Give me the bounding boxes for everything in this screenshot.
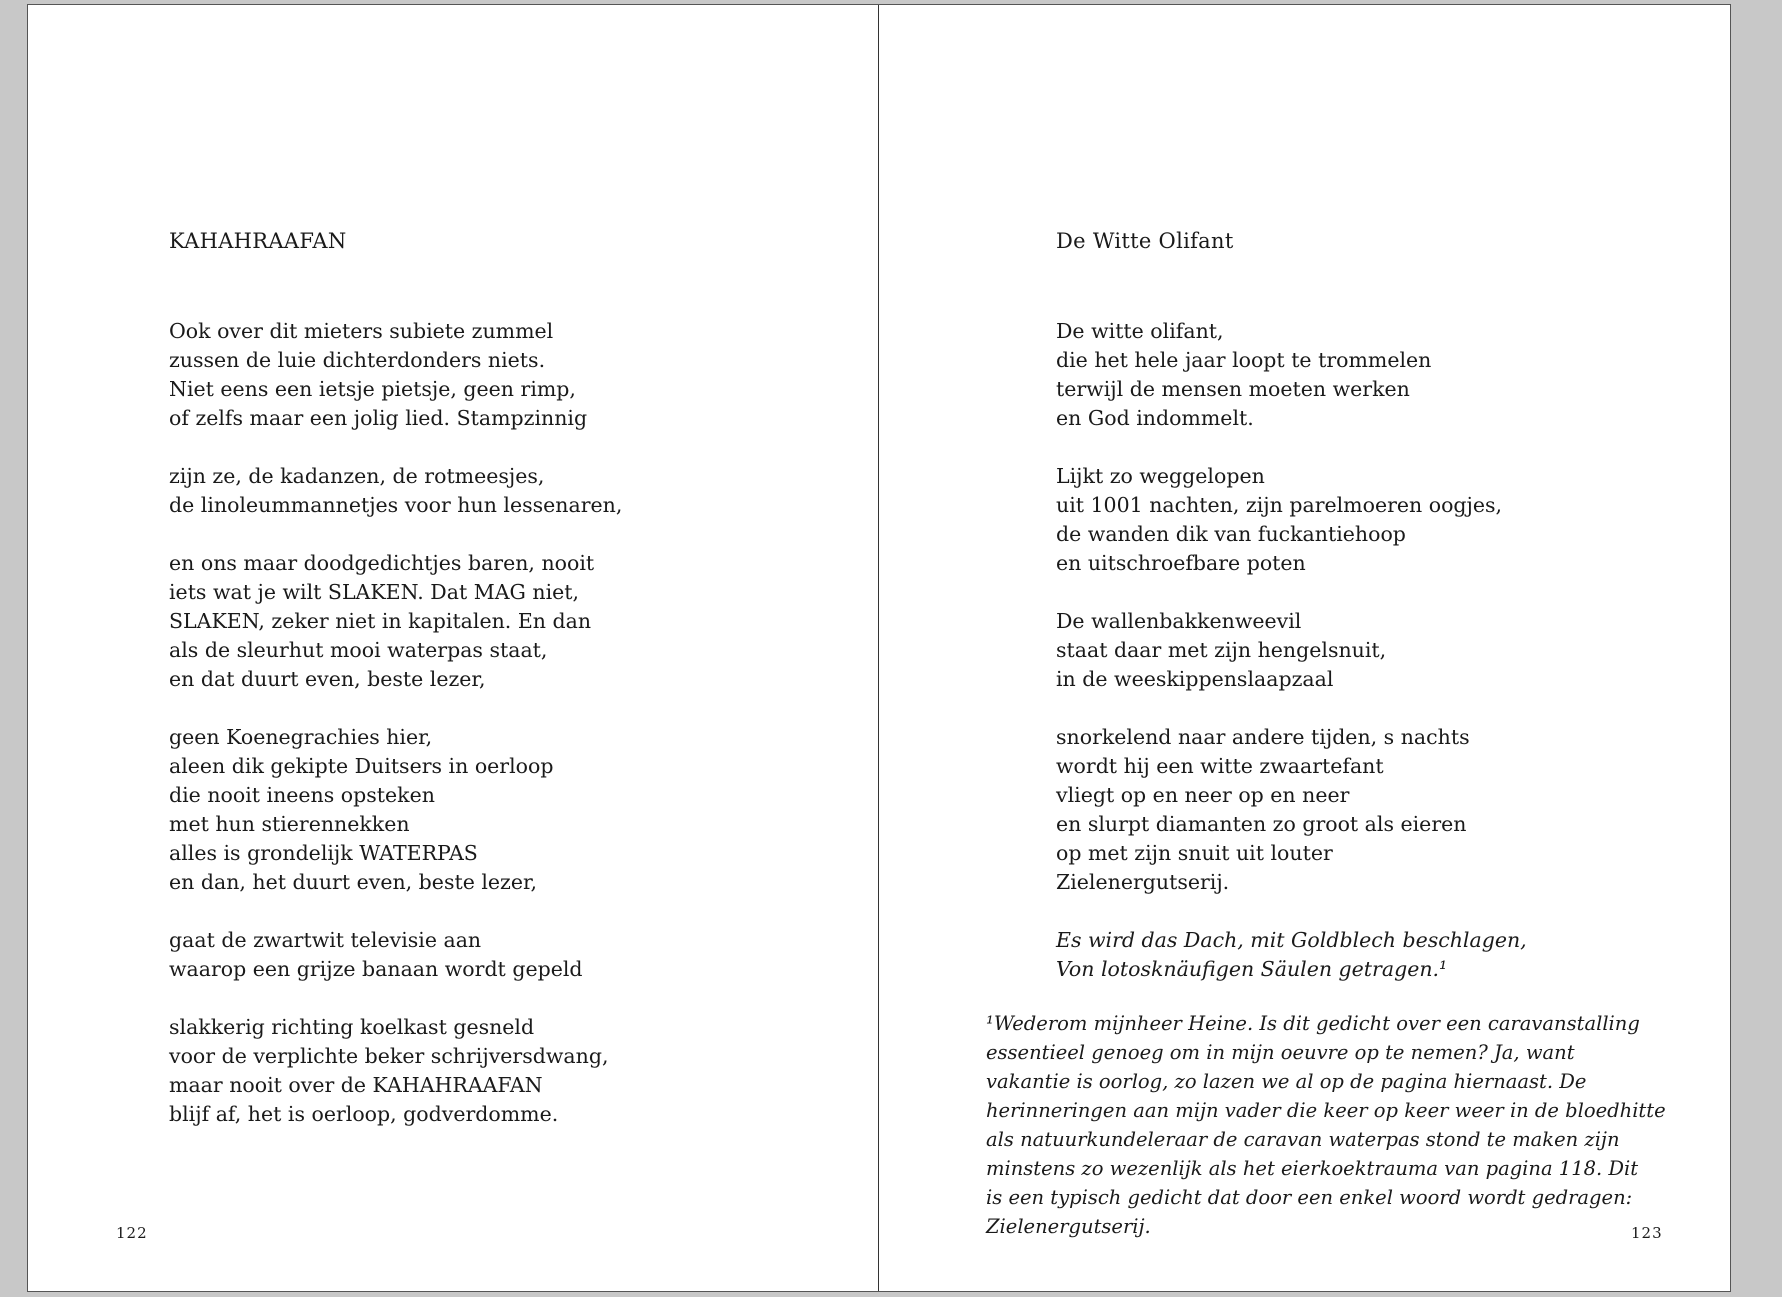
poem-line: voor de verplichte beker schrijversdwang, — [169, 1044, 609, 1068]
left-page — [28, 5, 879, 1291]
quote-line: Es wird das Dach, mit Goldblech beschlagen, — [1056, 928, 1527, 952]
poem-line: alles is grondelijk WATERPAS — [169, 841, 478, 865]
poem-line: en God indommelt. — [1056, 406, 1254, 430]
poem-line: die het hele jaar loopt te trommelen — [1056, 348, 1432, 372]
poem-line: De wallenbakkenweevil — [1056, 609, 1302, 633]
poem-line: en uitschroefbare poten — [1056, 551, 1306, 575]
stanza — [169, 1013, 622, 1129]
poem-line: die nooit ineens opsteken — [169, 783, 435, 807]
stanza — [169, 723, 622, 897]
poem-line: Ook over dit mieters subiete zummel — [169, 319, 554, 343]
poem-line: in de weeskippenslaapzaal — [1056, 667, 1334, 691]
footnote-line: ¹Wederom mijnheer Heine. Is dit gedicht over een caravanstalling — [986, 1012, 1640, 1035]
stanza — [1056, 317, 1527, 433]
poem-line: en ons maar doodgedichtjes baren, nooit — [169, 551, 595, 575]
poem-line: uit 1001 nachten, zijn parelmoeren oogjes, — [1056, 493, 1503, 517]
poem-line: maar nooit over de KAHAHRAAFAN — [169, 1073, 543, 1097]
poem-line: vliegt op en neer op en neer — [1056, 783, 1350, 807]
poem-line: waarop een grijze banaan wordt gepeld — [169, 957, 583, 981]
poem-line: zussen de luie dichterdonders niets. — [169, 348, 546, 372]
footnote-line: minstens zo wezenlijk als het eierkoektrauma van pagina 118. Dit — [986, 1157, 1639, 1180]
poem-line: op met zijn snuit uit louter — [1056, 841, 1333, 865]
poem-title: De Witte Olifant — [1056, 229, 1234, 253]
poem-line: Lijkt zo weggelopen — [1056, 464, 1265, 488]
poem-line: aleen dik gekipte Duitsers in oerloop — [169, 754, 554, 778]
footnote-line: herinneringen aan mijn vader die keer op keer weer in de bloedhitte — [986, 1099, 1666, 1122]
footnote-line: als natuurkundeleraar de caravan waterpas stond te maken zijn — [986, 1128, 1620, 1151]
page-number: 123 — [1631, 1224, 1663, 1242]
page-number: 122 — [116, 1224, 148, 1242]
poem-line: Niet eens een ietsje pietsje, geen rimp, — [169, 377, 576, 401]
footnote-line: is een typisch gedicht dat door een enkel woord wordt gedragen: — [986, 1186, 1633, 1209]
footnote-line: essentieel genoeg om in mijn oeuvre op te nemen? Ja, want — [986, 1041, 1575, 1064]
poem-line: en dat duurt even, beste lezer, — [169, 667, 486, 691]
poem-line: slakkerig richting koelkast gesneld — [169, 1015, 535, 1039]
poem-line: wordt hij een witte zwaartefant — [1056, 754, 1384, 778]
poem-line: staat daar met zijn hengelsnuit, — [1056, 638, 1387, 662]
poem-line: zijn ze, de kadanzen, de rotmeesjes, — [169, 464, 545, 488]
poem-line: en dan, het duurt even, beste lezer, — [169, 870, 538, 894]
quote-line: Von lotosknäufigen Säulen getragen.¹ — [1056, 957, 1448, 981]
poem-line: de wanden dik van fuckantiehoop — [1056, 522, 1406, 546]
poem-line: de linoleummannetjes voor hun lessenaren, — [169, 493, 623, 517]
stanza — [169, 926, 622, 984]
poem-line: De witte olifant, — [1056, 319, 1224, 343]
stanza — [1056, 723, 1527, 897]
poem-body — [169, 317, 622, 1158]
footnote-line: Zielenergutserij. — [986, 1215, 1151, 1238]
poem-line: iets wat je wilt SLAKEN. Dat MAG niet, — [169, 580, 580, 604]
german-quote-stanza — [1056, 926, 1527, 984]
footnote-line: vakantie is oorlog, zo lazen we al op de pagina hiernaast. De — [986, 1070, 1587, 1093]
book-spread — [27, 4, 1731, 1292]
poem-line: Zielenergutserij. — [1056, 870, 1230, 894]
poem-line: snorkelend naar andere tijden, s nachts — [1056, 725, 1470, 749]
poem-line: geen Koenegrachies hier, — [169, 725, 433, 749]
poem-line: terwijl de mensen moeten werken — [1056, 377, 1410, 401]
stanza — [169, 317, 622, 433]
stanza — [1056, 607, 1527, 694]
right-page — [879, 5, 1730, 1291]
poem-line: gaat de zwartwit televisie aan — [169, 928, 482, 952]
poem-line: met hun stierennekken — [169, 812, 410, 836]
stanza — [169, 462, 622, 520]
poem-body — [1056, 317, 1527, 1013]
stanza — [1056, 462, 1527, 578]
poem-line: blijf af, het is oerloop, godverdomme. — [169, 1102, 559, 1126]
poem-line: als de sleurhut mooi waterpas staat, — [169, 638, 548, 662]
poem-title: KAHAHRAAFAN — [169, 229, 347, 253]
poem-line: en slurpt diamanten zo groot als eieren — [1056, 812, 1467, 836]
stanza — [169, 549, 622, 694]
poem-line: of zelfs maar een jolig lied. Stampzinnig — [169, 406, 588, 430]
poem-line: SLAKEN, zeker niet in kapitalen. En dan — [169, 609, 592, 633]
